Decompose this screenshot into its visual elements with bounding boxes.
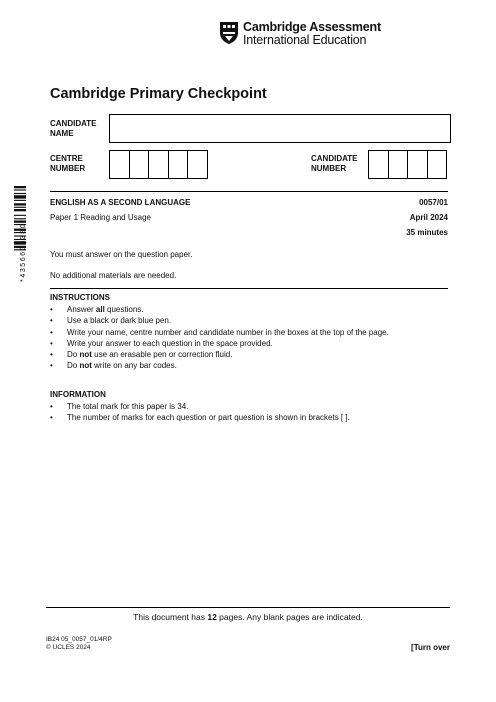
candidate-name-field[interactable] [109, 114, 451, 143]
centre-number-label: CENTRE NUMBER [50, 154, 86, 173]
information-heading: INFORMATION [50, 390, 106, 399]
page-title: Cambridge Primary Checkpoint [50, 86, 267, 102]
centre-number-cell[interactable] [168, 150, 189, 179]
instructions-list [50, 304, 389, 372]
exam-duration: 35 minutes [406, 228, 448, 237]
page-count-note: This document has 12 pages. Any blank pages are indicated. [133, 612, 363, 622]
centre-number-field[interactable] [109, 150, 208, 179]
logo-line1: Cambridge Assessment [243, 20, 381, 34]
divider [50, 191, 448, 192]
copyright: © UCLES 2024 [46, 644, 91, 651]
list-item: • Answer all questions. [50, 304, 389, 315]
list-item: • Do not use an erasable pen or correction fluid. [50, 349, 389, 360]
barcode [14, 186, 40, 282]
list-item: • Do not write on any bar codes. [50, 360, 389, 371]
list-item: • Write your answer to each question in the space provided. [50, 338, 389, 349]
candidate-number-label: CANDIDATE NUMBER [311, 154, 358, 173]
list-item: • The total mark for this paper is 34. [50, 401, 350, 412]
centre-number-cell[interactable] [129, 150, 150, 179]
candidate-number-cell[interactable] [388, 150, 409, 179]
paper-name: Paper 1 Reading and Usage [50, 213, 151, 222]
crest-icon [219, 21, 239, 45]
candidate-number-cell[interactable] [427, 150, 448, 179]
information-list [50, 401, 350, 424]
instructions-heading: INSTRUCTIONS [50, 293, 110, 302]
paper-reference: IB24 05_0057_01/4RP [46, 636, 112, 643]
candidate-number-cell[interactable] [407, 150, 428, 179]
divider [50, 288, 448, 289]
note: No additional materials are needed. [50, 271, 177, 280]
centre-number-cell[interactable] [109, 150, 130, 179]
exam-date: April 2024 [409, 213, 448, 222]
subject: ENGLISH AS A SECOND LANGUAGE [50, 198, 191, 207]
centre-number-cell[interactable] [148, 150, 169, 179]
logo-line2: International Education [243, 33, 367, 47]
note: You must answer on the question paper. [50, 250, 193, 259]
candidate-number-cell[interactable] [368, 150, 389, 179]
paper-code: 0057/01 [419, 198, 448, 207]
candidate-number-field[interactable] [368, 150, 447, 179]
cambridge-logo [219, 20, 379, 48]
list-item: • Write your name, centre number and candidate number in the boxes at the top of the page. [50, 327, 389, 338]
candidate-name-label: CANDIDATE NAME [50, 119, 97, 138]
list-item: • Use a black or dark blue pen. [50, 315, 389, 326]
list-item: • The number of marks for each question or part question is shown in brackets [ ]. [50, 412, 350, 423]
turn-over: [Turn over [411, 643, 450, 652]
footer-divider [46, 607, 450, 608]
centre-number-cell[interactable] [187, 150, 208, 179]
barcode-text: *4356603380* [20, 218, 27, 282]
